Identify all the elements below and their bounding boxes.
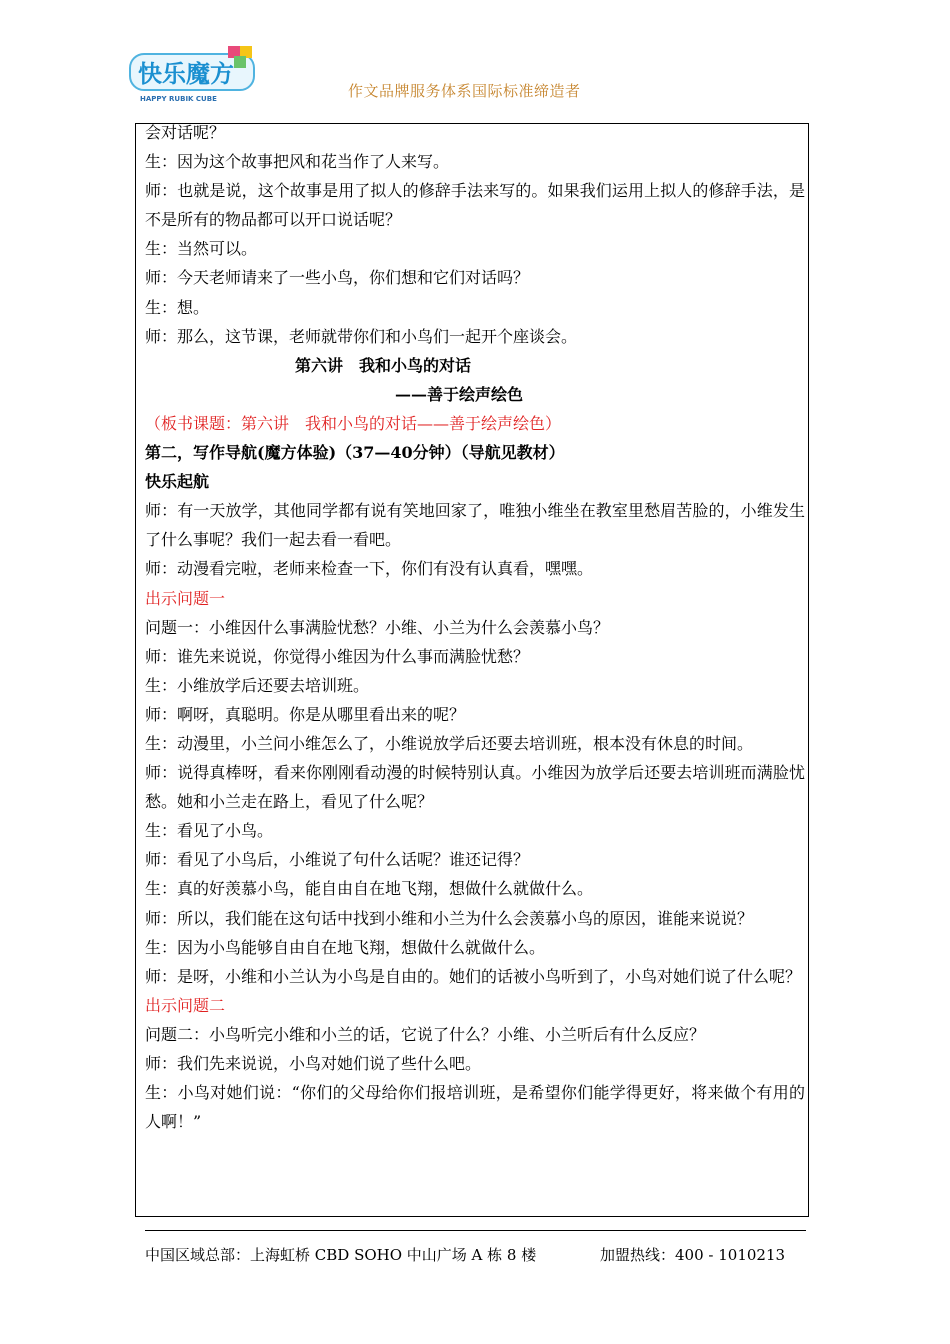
text-line: 生：因为这个故事把风和花当作了人来写。 (145, 152, 450, 172)
text-line: 生：小鸟对她们说：“你们的父母给你们报培训班，是希望你们能学得更好，将来做个有用的人啊！” (145, 1083, 805, 1132)
text-line: 生：因为小鸟能够自由自在地飞翔，想做什么就做什么。 (145, 937, 546, 957)
text-line: 第二，写作导航(魔方体验)（37—40分钟）（导航见教材） (145, 443, 565, 463)
text-line: 生：真的好羡慕小鸟，能自由自在地飞翔，想做什么就做什么。 (145, 879, 594, 899)
text-line: 师：看见了小鸟后，小维说了句什么话呢？谁还记得？ (145, 850, 530, 870)
header-slogan: 作文品牌服务体系国际标准缔造者 (348, 82, 581, 100)
footer-address: 中国区域总部：上海虹桥 CBD SOHO 中山广场 A 栋 8 楼 (145, 1246, 537, 1264)
text-line: 师：动漫看完啦，老师来检查一下，你们有没有认真看，嘿嘿。 (145, 559, 594, 579)
text-line: 出示问题一 (145, 588, 226, 608)
text-line: 第六讲 我和小鸟的对话 (295, 355, 472, 375)
text-line: 师：啊呀，真聪明。你是从哪里看出来的呢？ (145, 704, 466, 724)
logo-graphic (128, 46, 258, 106)
text-line: 快乐起航 (145, 472, 210, 492)
text-line: 生：想。 (145, 297, 210, 317)
text-line: （板书课题：第六讲 我和小鸟的对话——善于绘声绘色） (145, 413, 562, 433)
text-line: 师：有一天放学，其他同学都有说有笑地回家了，唯独小维坐在教室里愁眉苦脸的，小维发生了什么事呢？我们一起去看一看吧。 (145, 501, 805, 550)
text-line: 师：那么，这节课，老师就带你们和小鸟们一起开个座谈会。 (145, 326, 578, 346)
text-line: 会对话呢？ (145, 123, 226, 142)
text-line: ——善于绘声绘色 (395, 384, 524, 404)
footer-hotline: 加盟热线：400 - 1010213 (600, 1246, 786, 1264)
text-line: 生：动漫里，小兰问小维怎么了，小维说放学后还要去培训班，根本没有休息的时间。 (145, 733, 754, 753)
text-line: 问题一：小维因什么事满脸忧愁？小维、小兰为什么会羡慕小鸟？ (145, 617, 610, 637)
text-line: 师：所以，我们能在这句话中找到小维和小兰为什么会羡慕小鸟的原因，谁能来说说？ (145, 908, 754, 928)
lesson-content (145, 118, 805, 1136)
text-line: 师：是呀，小维和小兰认为小鸟是自由的。她们的话被小鸟听到了，小鸟对她们说了什么呢？ (145, 966, 802, 986)
page-footer (145, 1244, 805, 1265)
brand-logo (128, 46, 258, 106)
text-line: 生：看见了小鸟。 (145, 821, 274, 841)
text-line: 师：说得真棒呀，看来你刚刚看动漫的时候特别认真。小维因为放学后还要去培训班而满脸忧愁。她和小兰走在路上，看见了什么呢？ (145, 763, 805, 812)
text-line: 师：今天老师请来了一些小鸟，你们想和它们对话吗？ (145, 268, 530, 288)
text-line: 师：我们先来说说，小鸟对她们说了些什么吧。 (145, 1054, 482, 1073)
logo-subtitle: HAPPY RUBIK CUBE (140, 95, 217, 103)
logo-text: 快乐魔方 (138, 60, 234, 88)
text-line: 生：小维放学后还要去培训班。 (145, 675, 370, 695)
text-line: 师：也就是说，这个故事是用了拟人的修辞手法来写的。如果我们运用上拟人的修辞手法，是不是所有的物品都可以开口说话呢？ (145, 181, 805, 230)
footer-divider (145, 1230, 806, 1231)
text-line: 出示问题二 (145, 995, 226, 1015)
text-line: 生：当然可以。 (145, 239, 258, 259)
text-line: 问题二：小鸟听完小维和小兰的话，它说了什么？小维、小兰听后有什么反应？ (145, 1024, 706, 1044)
text-line: 师：谁先来说说，你觉得小维因为什么事而满脸忧愁？ (145, 646, 530, 666)
